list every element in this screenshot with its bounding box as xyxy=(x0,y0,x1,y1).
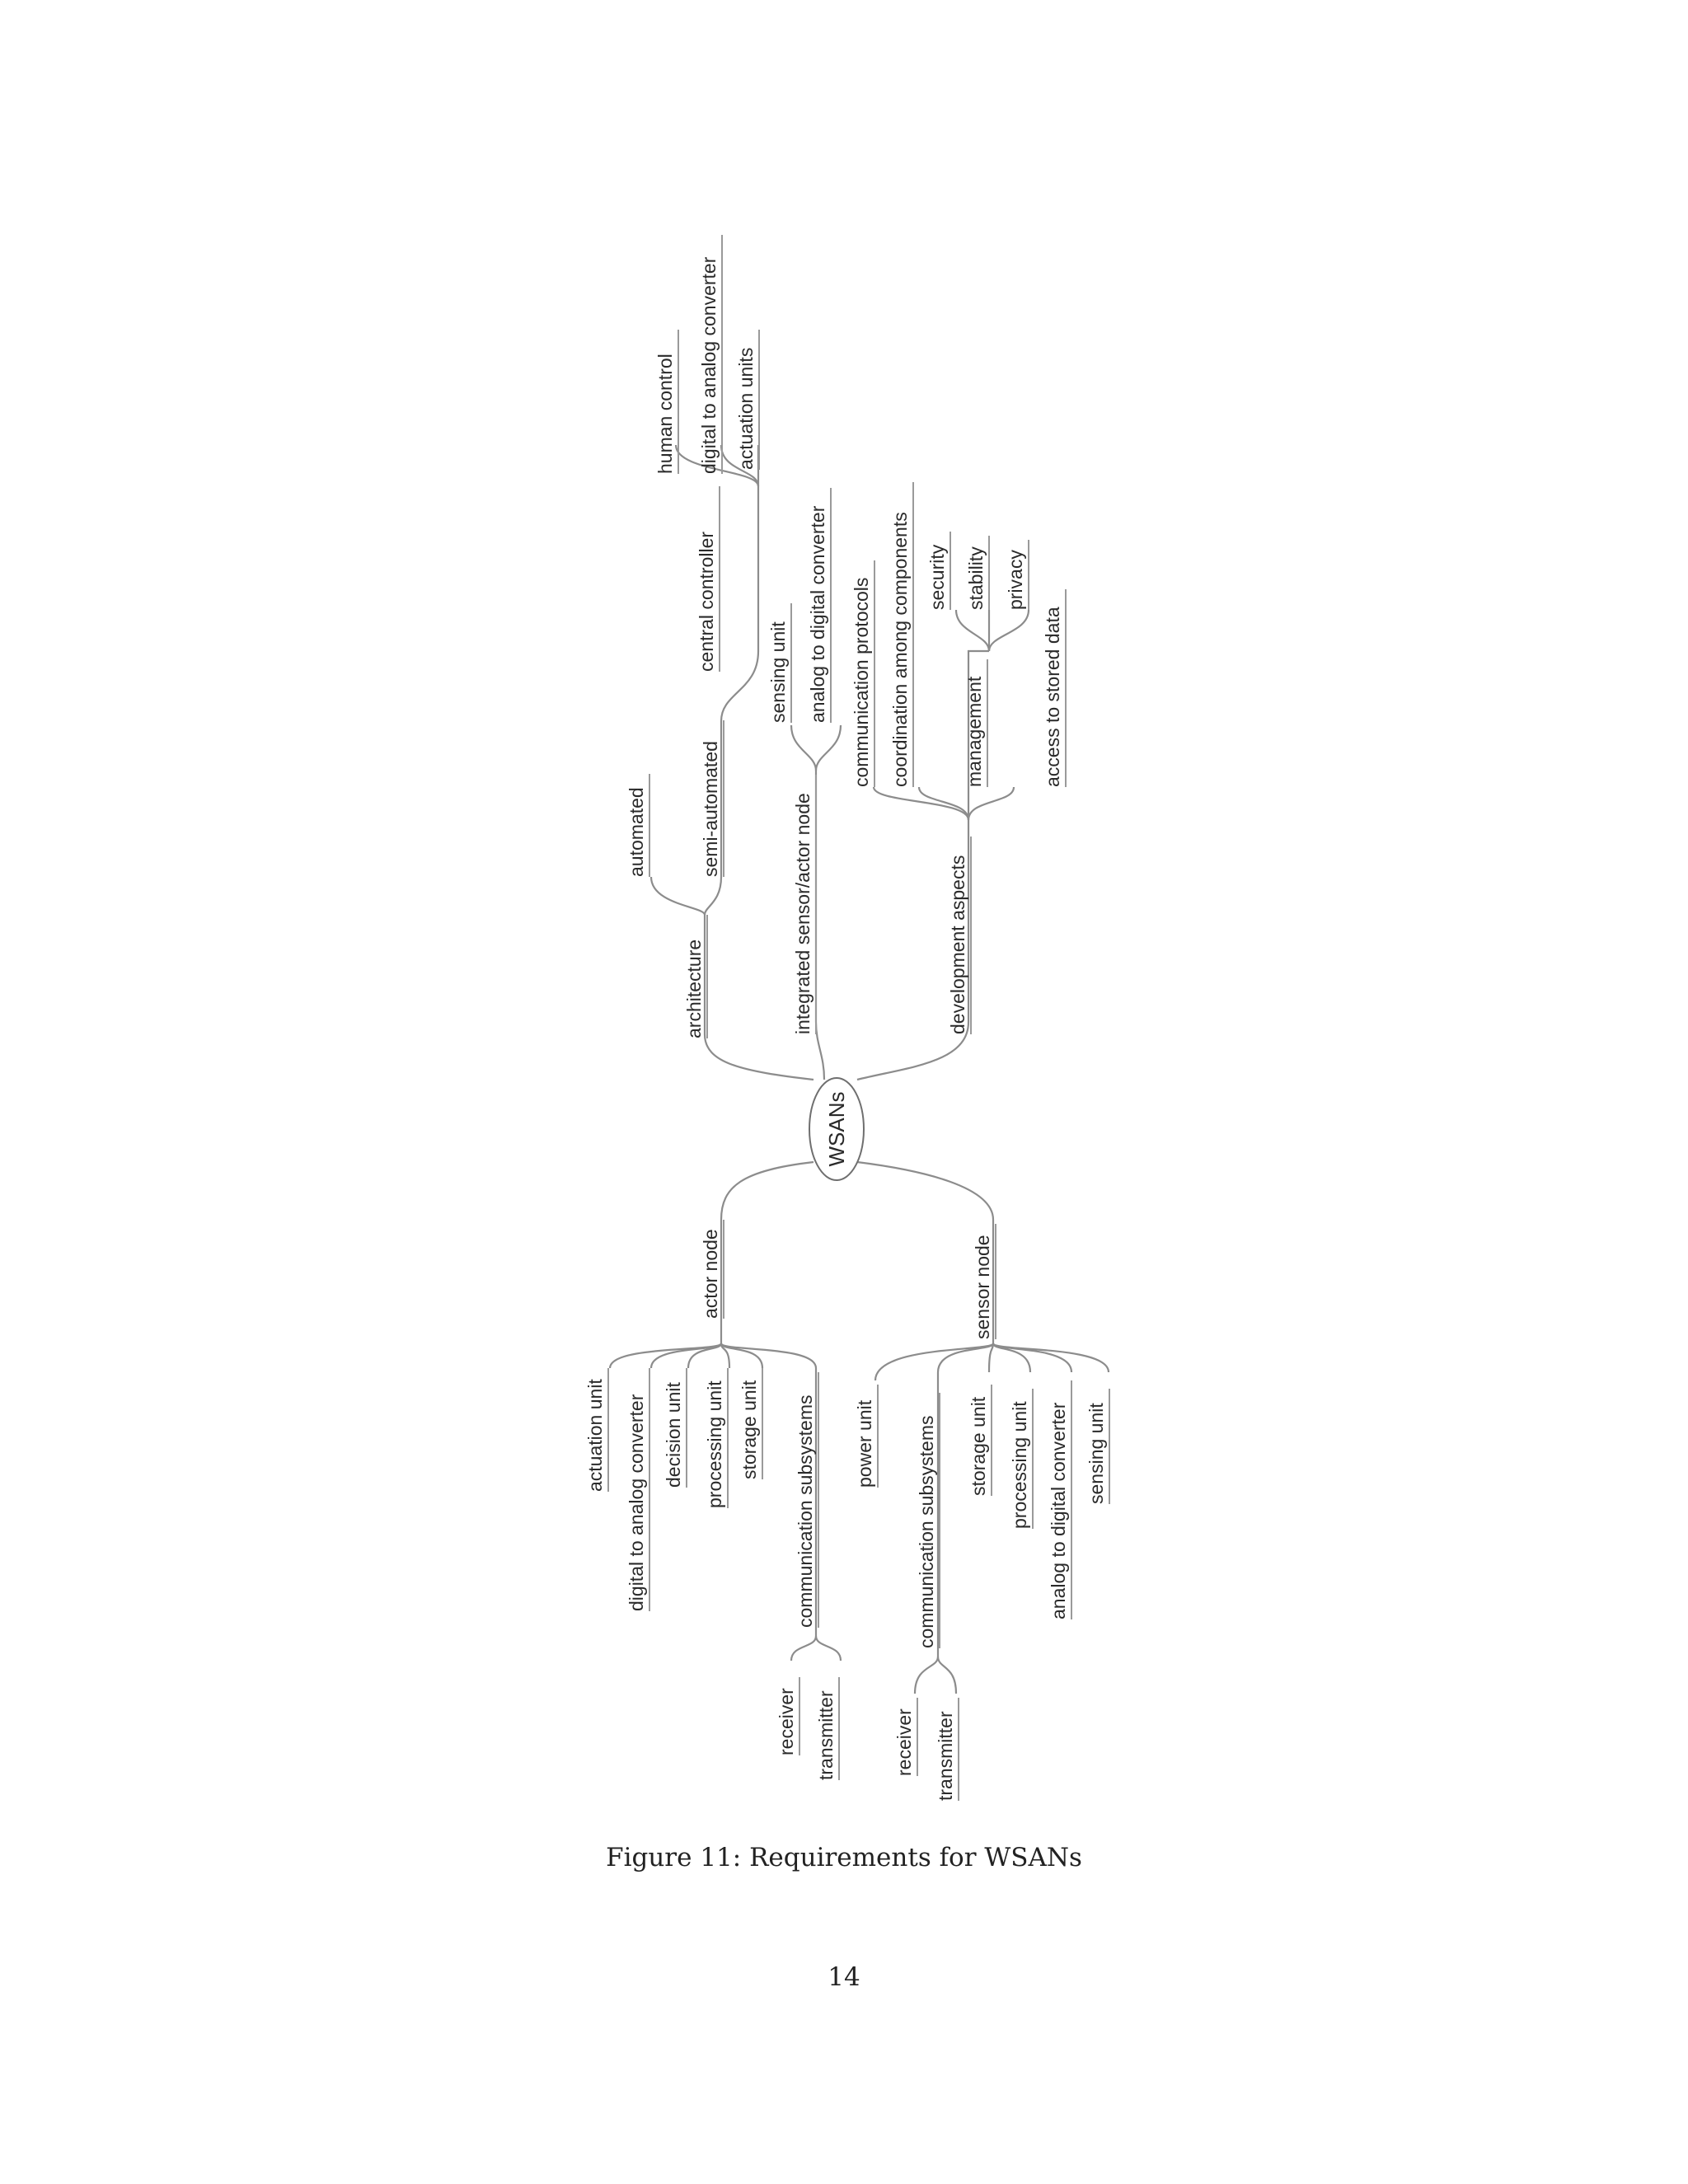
node-access-to-stored-data xyxy=(1042,589,1066,787)
node-architecture xyxy=(683,915,707,1038)
svg-text:analog to digital converter: analog to digital converter xyxy=(807,505,828,723)
node-decision-unit xyxy=(663,1368,687,1488)
node-sensing-unit-integrated xyxy=(767,603,791,723)
svg-text:access to stored data: access to stored data xyxy=(1042,607,1063,787)
svg-text:digital to analog converter: digital to analog converter xyxy=(698,256,720,474)
svg-text:central controller: central controller xyxy=(696,531,717,672)
node-receiver-actor xyxy=(776,1677,799,1755)
svg-text:receiver: receiver xyxy=(776,1688,797,1755)
node-coordination-among-components xyxy=(889,482,913,787)
node-storage-unit-actor xyxy=(738,1368,762,1479)
svg-text:security: security xyxy=(926,544,948,610)
root-node xyxy=(809,1078,864,1180)
svg-text:processing unit: processing unit xyxy=(704,1380,725,1508)
svg-text:processing unit: processing unit xyxy=(1009,1401,1030,1529)
svg-text:semi-automated: semi-automated xyxy=(700,741,721,877)
node-adc-sensor xyxy=(1048,1380,1071,1619)
svg-text:development aspects: development aspects xyxy=(947,855,968,1034)
node-dac-central xyxy=(698,235,722,474)
svg-text:actor node: actor node xyxy=(700,1229,721,1319)
node-communication-protocols xyxy=(851,560,874,787)
svg-text:storage unit: storage unit xyxy=(738,1380,760,1479)
page-number: 14 xyxy=(828,1962,860,1992)
node-processing-unit-sensor xyxy=(1009,1389,1033,1529)
node-processing-unit-actor xyxy=(704,1368,728,1508)
node-power-unit xyxy=(854,1385,878,1488)
node-communication-subsystems-actor xyxy=(795,1372,818,1628)
node-transmitter-sensor xyxy=(935,1698,959,1801)
node-storage-unit-sensor xyxy=(968,1385,992,1496)
svg-text:actuation unit: actuation unit xyxy=(584,1379,606,1492)
svg-text:stability: stability xyxy=(965,546,987,610)
svg-text:transmitter: transmitter xyxy=(815,1690,837,1780)
node-dac-actor xyxy=(626,1368,649,1611)
node-actuation-units xyxy=(735,330,759,470)
svg-text:communication subsystems: communication subsystems xyxy=(916,1415,937,1648)
node-sensor-node xyxy=(972,1224,996,1339)
node-semi-automated xyxy=(700,720,724,877)
branch-actor-node xyxy=(584,1220,839,1780)
root-label: WSANs xyxy=(824,1091,849,1167)
svg-text:analog to digital converter: analog to digital converter xyxy=(1048,1402,1069,1619)
svg-text:communication subsystems: communication subsystems xyxy=(795,1394,816,1628)
node-stability xyxy=(965,536,989,610)
svg-text:decision unit: decision unit xyxy=(663,1382,684,1488)
branch-development-aspects xyxy=(851,482,1066,1034)
svg-text:architecture: architecture xyxy=(683,939,705,1038)
svg-text:human control: human control xyxy=(654,354,676,474)
svg-text:sensing unit: sensing unit xyxy=(1085,1403,1107,1504)
branch-sensor-node xyxy=(854,1224,1109,1801)
svg-text:communication protocols: communication protocols xyxy=(851,577,872,787)
branch-integrated-node xyxy=(767,488,831,1034)
svg-text:digital to analog converter: digital to analog converter xyxy=(626,1394,647,1611)
node-security xyxy=(926,532,950,610)
node-transmitter-actor xyxy=(815,1677,839,1780)
svg-text:receiver: receiver xyxy=(893,1708,915,1776)
svg-text:sensing unit: sensing unit xyxy=(767,621,789,723)
node-communication-subsystems-sensor xyxy=(916,1393,940,1648)
node-receiver-sensor xyxy=(893,1698,917,1776)
svg-text:coordination among components: coordination among components xyxy=(889,512,911,787)
node-management xyxy=(964,659,987,787)
node-sensing-unit-sensor xyxy=(1085,1389,1109,1504)
node-central-controller xyxy=(696,486,720,672)
node-integrated-sensor-actor xyxy=(792,775,816,1034)
svg-text:management: management xyxy=(964,676,985,787)
svg-text:power unit: power unit xyxy=(854,1399,875,1488)
node-human-control xyxy=(654,330,678,474)
figure-caption: Figure 11: Requirements for WSANs xyxy=(606,1843,1082,1872)
node-actuation-unit xyxy=(584,1368,608,1492)
svg-text:storage unit: storage unit xyxy=(968,1396,989,1496)
node-actor-node xyxy=(700,1220,724,1319)
node-automated xyxy=(626,774,649,877)
svg-text:transmitter: transmitter xyxy=(935,1711,956,1801)
svg-text:actuation units: actuation units xyxy=(735,347,757,470)
svg-text:privacy: privacy xyxy=(1005,550,1026,610)
node-development-aspects xyxy=(947,837,971,1034)
node-privacy xyxy=(1005,540,1029,610)
node-adc-integrated xyxy=(807,488,831,723)
svg-text:sensor node: sensor node xyxy=(972,1235,993,1339)
svg-text:integrated sensor/actor node: integrated sensor/actor node xyxy=(792,793,814,1034)
svg-text:automated: automated xyxy=(626,787,647,877)
branch-architecture xyxy=(626,235,759,1038)
